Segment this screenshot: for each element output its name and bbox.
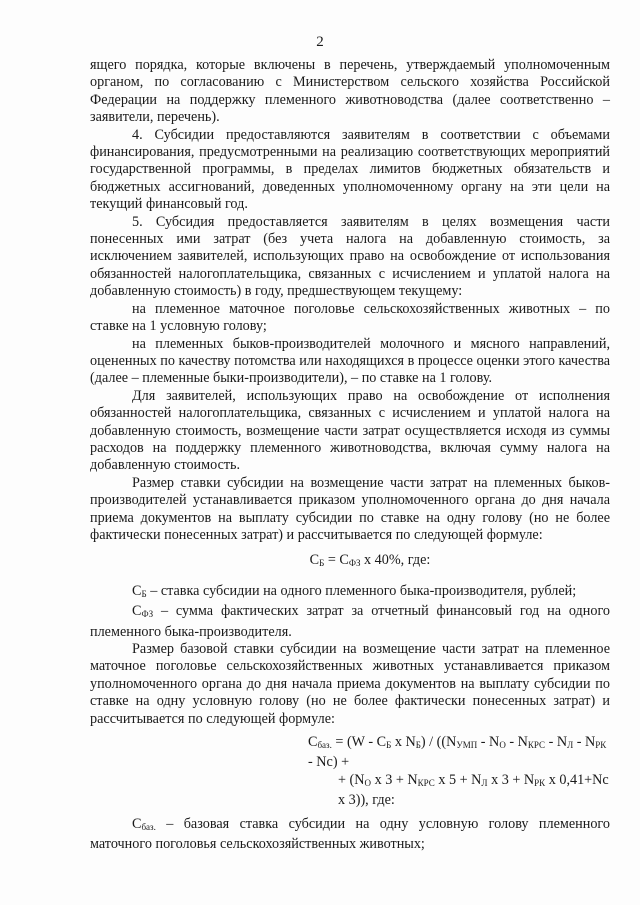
page-number: 2 bbox=[316, 34, 324, 50]
formula-lhs: С bbox=[309, 552, 320, 569]
paragraph-vat-exempt: Для заявителей, использующих право на освобождение от исполнения обязанностей налогоплательщика, связанных с исчислением и уплатой налога на добавленную стоимость, возмещение части затрат осуществляется исходя из суммы расходов на поддержку племенного животноводства, включая сумму налога на добавленную стоимость. bbox=[90, 387, 610, 474]
definition-var-sub: Б bbox=[141, 588, 147, 599]
formula-rhs-sub: ФЗ bbox=[348, 558, 361, 569]
paragraph-item-5: 5. Субсидия предоставляется заявителям в целях возмещения части понесенных ими затрат (без учета налога на добавленную стоимость, за исключением заявителей, использующих право на освобождение от использования обязанностей налогоплательщика, связанных с исчислением и уплатой налога на добавленную стоимость) в году, предшествующем текущему: bbox=[90, 213, 610, 300]
document-body bbox=[90, 57, 610, 853]
definition-cfz bbox=[90, 603, 610, 641]
definition-text: – ставка субсидии на одного племенного быка-производителя, рублей; bbox=[146, 582, 577, 599]
formula-line-2: + ($N_О$ x $3 + N_{КРС}$ x $5 + N_Л$ x $3 + N_{РК}$ x 0,41+Nс x 3)), где: bbox=[338, 771, 609, 809]
definition-var-sub: ФЗ bbox=[141, 609, 154, 620]
paragraph-base-rate: Размер базовой ставки субсидии на возмещение части затрат на племенное маточное поголовье сельскохозяйственных животных устанавливается приказом уполномоченного органа до дня начала приема документов на выплату субсидии по ставке на одну условную голову (но не более фактически понесенных затрат) и рассчитывается по следующей формуле: bbox=[90, 641, 610, 727]
definition-text: – сумма фактических затрат за отчетный финансовый год на одного племенного быка-производителя. bbox=[90, 603, 610, 640]
definition-cb bbox=[90, 583, 610, 603]
definition-cbaz bbox=[90, 816, 610, 854]
paragraph-continuation: ящего порядка, которые включены в перечень, утверждаемый уполномоченным органом, по согласованию с Министерством сельского хозяйства Российской Федерации на поддержку племенного животноводства (далее соответственно – заявители, перечень). bbox=[90, 57, 610, 126]
formula-lhs-sub: Б bbox=[319, 558, 325, 569]
formula-eq: = С bbox=[324, 552, 349, 569]
paragraph-breeding-bulls: на племенных быков-производителей молочного и мясного направлений, оцененных по качеству потомства или находящихся в процессе оценки этого качества (далее – племенные быки-производители), – по ставке на 1 голову. bbox=[90, 335, 610, 387]
formula-bull-rate bbox=[130, 552, 610, 572]
formula-rest: x 40%, где: bbox=[360, 552, 431, 569]
paragraph-breeding-stock: на племенное маточное поголовье сельскохозяйственных животных – по ставке на 1 условную голову; bbox=[90, 300, 610, 335]
paragraph-bull-rate: Размер ставки субсидии на возмещение части затрат на племенных быков-производителей устанавливается приказом уполномоченного органа до дня начала приема документов на выплату субсидии по ставке на одну голову (но не более фактически понесенных затрат) и рассчитывается по следующей формуле: bbox=[90, 474, 610, 543]
paragraph-item-4: 4. Субсидии предоставляются заявителям в соответствии с объемами финансирования, предусмотренными на реализацию соответствующих мероприятий государственной программы, в пределах лимитов бюджетных обязательств и бюджетных ассигнований, доведенных уполномоченному органу на эти цели на текущий финансовый год. bbox=[90, 126, 610, 213]
definition-var: С bbox=[132, 603, 142, 620]
definition-var-sub: баз. bbox=[141, 821, 156, 832]
definition-var: С bbox=[132, 815, 142, 832]
definition-text: – базовая ставка субсидии на одну условную голову племенного маточного поголовья сельскохозяйственных животных; bbox=[90, 815, 610, 853]
formula-base-rate bbox=[90, 734, 610, 810]
formula-line-1: $С_{баз.} = (W - С_Б$ x $N_Б) / ((N_{УМП} - N_О - N_{КРС} - N_Л - N_{РК} - Nс)$ + bbox=[308, 734, 607, 771]
definition-var: С bbox=[132, 582, 142, 599]
